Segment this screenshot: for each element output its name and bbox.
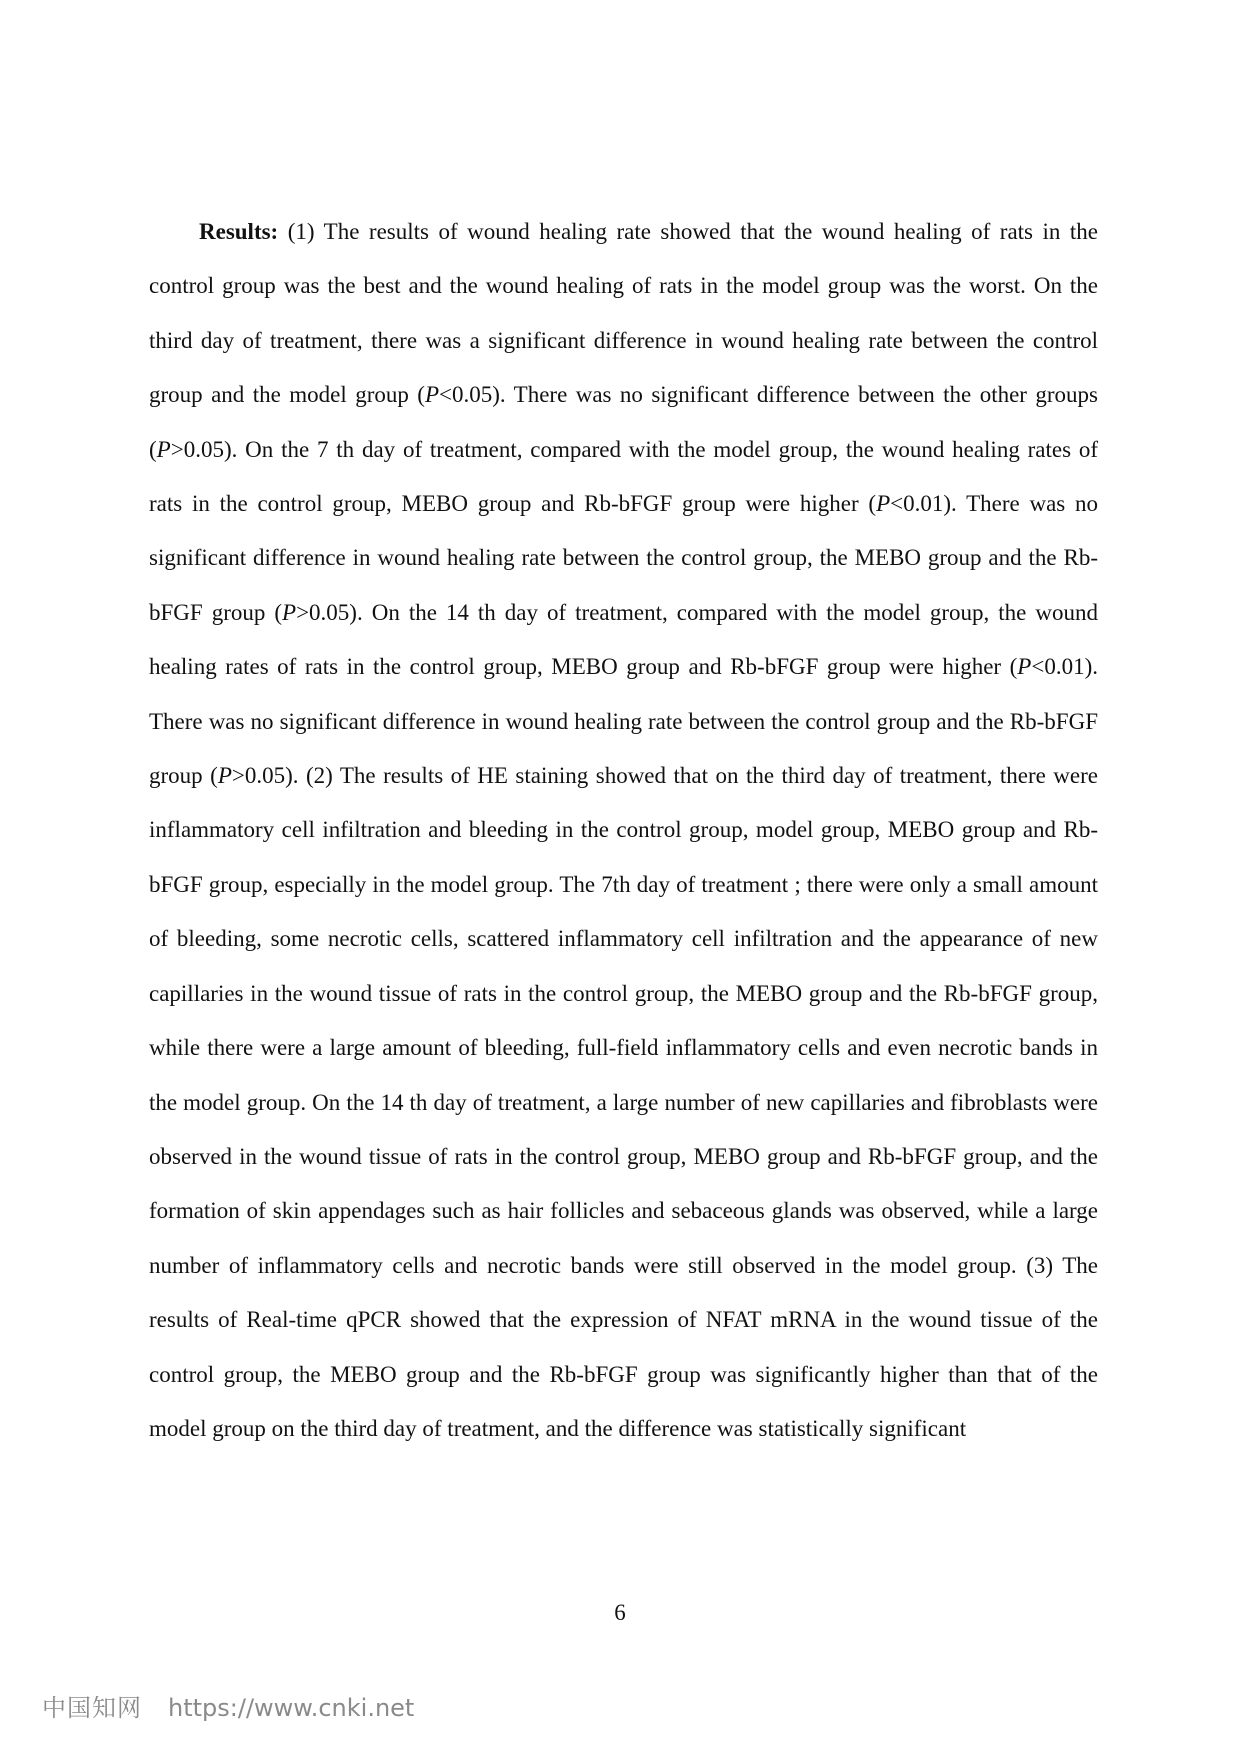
p-value-symbol: P [876,491,891,517]
p-value-symbol: P [1017,654,1032,680]
text-run: >0.05). On the 7 th day of treatment, compared with the model group, the wound healing rates of rats in the control group, MEBO group and Rb-bFGF group were higher ( [149,436,1098,517]
results-paragraph [149,205,1098,1456]
text-run: >0.05). (2) The results of HE staining showed that on the third day of treatment, there were inflammatory cell infiltration and bleeding in the control group, model group, MEBO group and Rb-bFGF group, especially in the model group. The 7th day of treatment ; there were only a small amount of bleeding, some necrotic cells, scattered inflammatory cell infiltration and the appearance of new capillaries in the wound tissue of rats in the control group, the MEBO group and the Rb-bFGF group, while there were a large amount of bleeding, full-field inflammatory cells and even necrotic bands in the model group. On the 14 th day of treatment, a large number of new capillaries and fibroblasts were observed in the wound tissue of rats in the control group, MEBO group and Rb-bFGF group, and the formation of skin appendages such as hair follicles and sebaceous glands was observed, while a large number of inflammatory cells and necrotic bands were still observed in the model group. (3) The results of Real-time qPCR showed that the expression of NFAT mRNA in the wound tissue of the control group, the MEBO group and the Rb-bFGF group was significantly higher than that of the model group on the third day of treatment, and the difference was statistically significant [149,763,1098,1441]
text-run: >0.05). On the 14 th day of treatment, compared with the model group, the wound healing rates of rats in the control group, MEBO group and Rb-bFGF group were higher ( [149,599,1098,680]
text-run: <0.01). There was no significant difference in wound healing rate between the control group and the Rb-bFGF group ( [149,654,1098,789]
text-run: (1) The results of wound healing rate showed that the wound healing of rats in the control group was the best and the wound healing of rats in the model group was the worst. On the third day of treatment, there was a significant difference in wound healing rate between the control group and the model group ( [149,219,1098,408]
p-value-symbol: P [217,763,232,789]
cnki-logo-text: 中国知网 [42,1694,142,1722]
text-run: <0.01). There was no significant difference in wound healing rate between the control group, the MEBO group and the Rb-bFGF group ( [149,491,1099,625]
results-heading: Results: [199,219,279,244]
p-value-symbol: P [156,436,171,462]
cnki-url[interactable]: https://www.cnki.net [168,1694,415,1722]
p-value-symbol: P [282,599,297,625]
results-section [149,205,1098,1456]
results-body [149,219,1098,1441]
page-number: 6 [614,1600,626,1625]
p-value-symbol: P [424,382,440,408]
cnki-watermark [42,1688,414,1723]
text-run: <0.05). There was no significant difference between the other groups ( [149,382,1098,462]
